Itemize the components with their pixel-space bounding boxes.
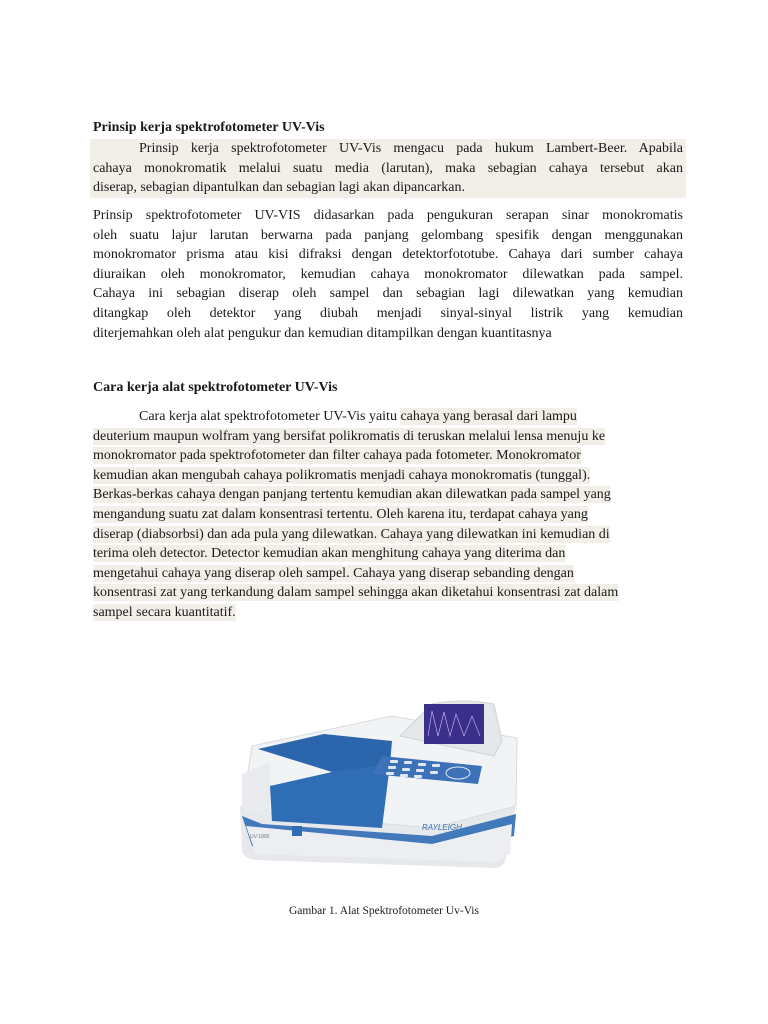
highlighted-text: monokromator pada spektrofotometer dan filter cahaya pada fotometer. Monokromator <box>93 448 581 464</box>
text-line: monokromator prisma atau kisi difraksi dengan detektorfototube. Cahaya dari sumber cahaya <box>93 247 683 263</box>
section1-heading: Prinsip kerja spektrofotometer UV-Vis <box>93 120 325 135</box>
highlighted-text: terima oleh detector. Detector kemudian akan menghitung cahaya yang diterima dan <box>93 546 566 562</box>
paragraph-how-it-works <box>93 407 683 623</box>
paragraph-principle <box>93 206 683 343</box>
figure-caption: Gambar 1. Alat Spektrofotometer Uv-Vis <box>289 905 479 917</box>
highlighted-text: mengandung suatu zat dalam konsentrasi tertentu. Oleh karena itu, terdapat cahaya yang <box>93 506 588 522</box>
paragraph-lambert-beer <box>90 139 686 198</box>
text-line: diuraikan oleh monokromator, kemudian cahaya monokromator dilewatkan pada sampel. <box>93 266 683 282</box>
highlighted-text: deuterium maupun wolfram yang bersifat polikromatis di teruskan melalui lensa menuju ke <box>93 428 606 444</box>
highlighted-text: diserap (diabsorbsi) dan ada pula yang dilewatkan. Cahaya yang dilewatkan ini kemudian di <box>93 526 610 542</box>
text-segment: Cara kerja alat spektrofotometer UV-Vis yaitu <box>139 409 401 424</box>
text-line: Cahaya ini sebagian diserap oleh sampel dan sebagian lagi dilewatkan yang kemudian <box>93 286 683 302</box>
text-line: Prinsip spektrofotometer UV-VIS didasarkan pada pengukuran serapan sinar monokromatis <box>93 208 683 223</box>
highlighted-text: cahaya yang berasal dari lampu <box>400 409 577 424</box>
text-line: diserap, sebagian dipantulkan dan sebagian lagi akan dipancarkan. <box>93 180 466 196</box>
text-line: Prinsip kerja spektrofotometer UV-Vis mengacu pada hukum Lambert-Beer. Apabila <box>139 141 683 156</box>
section2-heading: Cara kerja alat spektrofotometer UV-Vis <box>93 380 338 395</box>
text-line: diterjemahkan oleh alat pengukur dan kemudian ditampilkan dengan kuantitasnya <box>93 325 552 341</box>
highlighted-text: kemudian akan mengubah cahaya polikromatis menjadi cahaya monokromatis (tunggal). <box>93 467 591 483</box>
text-line: cahaya monokromatik melalui suatu media (larutan), maka sebagian cahaya tersebut akan <box>93 160 683 176</box>
highlighted-text: sampel secara kuantitatif. <box>93 604 236 620</box>
highlighted-text: konsentrasi zat yang terkandung dalam sampel sehingga akan diketahui konsentrasi zat dalam <box>93 585 619 601</box>
spectrophotometer-image <box>232 686 522 872</box>
model-label: UV-1800 <box>250 834 270 840</box>
brand-logo: RAYLEIGH <box>422 823 462 832</box>
highlighted-text: Berkas-berkas cahaya dengan panjang tertentu kemudian akan dilewatkan pada sampel yang <box>93 487 611 503</box>
text-line: oleh suatu lajur larutan berwarna pada panjang gelombang spesifik dengan menggunakan <box>93 227 683 243</box>
highlighted-text: mengetahui cahaya yang diserap oleh sampel. Cahaya yang diserap sebanding dengan <box>93 565 574 581</box>
text-line: ditangkap oleh detektor yang diubah menjadi sinyal-sinyal listrik yang kemudian <box>93 305 683 321</box>
